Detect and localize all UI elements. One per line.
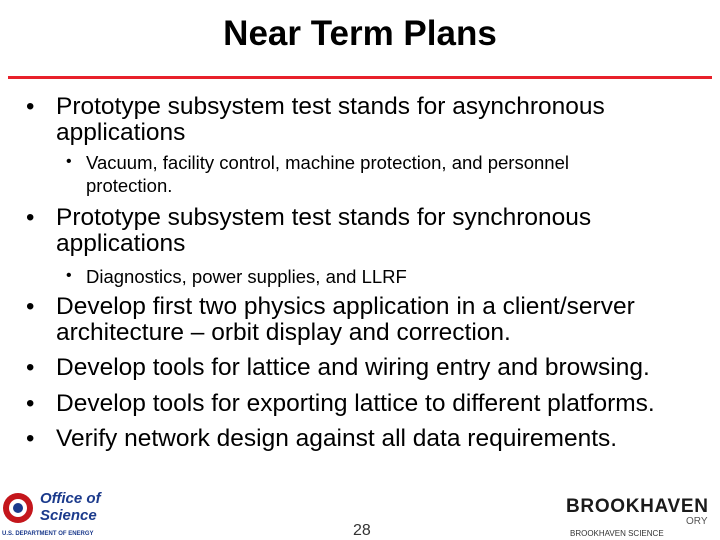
- bullet-text: Develop tools for lattice and wiring entry and browsing.: [56, 354, 650, 381]
- bullet-item: [0, 94, 696, 145]
- sub-bullet-dot: •: [66, 153, 72, 170]
- bullet-text: Verify network design against all data requirements.: [56, 425, 618, 452]
- slide-title: Near Term Plans: [223, 14, 497, 53]
- doe-logo-caption: U.S. DEPARTMENT OF ENERGY: [2, 531, 94, 537]
- sub-bullet-item: [0, 151, 646, 197]
- doe-logo-line1: Office of: [40, 490, 101, 507]
- sub-bullet-dot: •: [66, 267, 72, 284]
- sub-bullet-text: Diagnostics, power supplies, and LLRF: [86, 266, 407, 287]
- bnl-logo-name: BROOKHAVEN: [566, 496, 708, 517]
- bullet-item: [0, 426, 696, 452]
- bullet-dot: •: [26, 425, 35, 452]
- bullet-dot: •: [26, 354, 35, 381]
- bullet-dot: •: [26, 204, 35, 231]
- bullet-item: [0, 355, 696, 381]
- bullet-text: Prototype subsystem test stands for asynchronous applications: [56, 93, 605, 146]
- page-number: 28: [353, 522, 371, 539]
- bullet-item: [0, 294, 696, 345]
- bullet-text: Prototype subsystem test stands for synchronous applications: [56, 204, 592, 257]
- bullet-text: Develop tools for exporting lattice to different platforms.: [56, 389, 655, 417]
- bullet-dot: •: [26, 293, 35, 320]
- sub-bullet-item: [0, 265, 646, 288]
- bullet-dot: •: [26, 389, 35, 417]
- bullet-list: [0, 94, 720, 452]
- bullet-dot: •: [26, 93, 35, 120]
- bnl-logo-caption: BROOKHAVEN SCIENCE: [570, 529, 664, 538]
- bnl-logo-suffix: ORY: [686, 516, 708, 527]
- sub-bullet-text: Vacuum, facility control, machine protection, and personnel protection.: [86, 152, 569, 196]
- brookhaven-logo: [566, 494, 720, 540]
- title-divider: [8, 76, 712, 79]
- bullet-item: [0, 391, 696, 417]
- bullet-text: Develop first two physics application in a client/server architecture – orbit display and correction.: [56, 293, 635, 346]
- doe-office-of-science-logo: [0, 486, 150, 540]
- doe-logo-line2: Science: [40, 507, 97, 524]
- bullet-item: [0, 205, 696, 256]
